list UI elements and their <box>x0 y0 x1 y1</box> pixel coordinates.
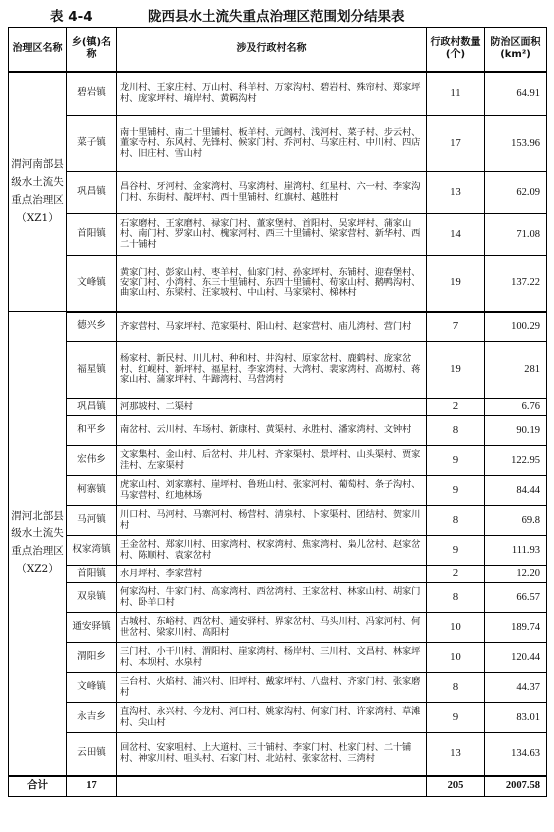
villages-cell: 龙川村、王家庄村、万山村、科羊村、万家沟村、碧岩村、殊帘村、郑家坪村、庞家坪村、墒岸村、黄羁沟村 <box>117 72 427 116</box>
table-row <box>9 536 547 566</box>
town-cell: 永吉乡 <box>67 703 117 733</box>
town-cell: 福星镇 <box>67 342 117 399</box>
area-cell: 71.08 <box>485 214 547 256</box>
table-row <box>9 703 547 733</box>
villages-cell: 回岔村、安家咀村、上大道村、三十铺村、李家门村、杜家门村、二十铺村、神家川村、咀头村、石家门村、北站村、张家岔村、三湾村 <box>117 733 427 776</box>
area-cell: 66.57 <box>485 583 547 613</box>
town-cell: 文峰镇 <box>67 673 117 703</box>
area-cell: 84.44 <box>485 476 547 506</box>
table-row <box>9 643 547 673</box>
village-count-cell: 13 <box>427 172 485 214</box>
header-count: 行政村数量(个) <box>427 28 485 72</box>
town-cell: 云田镇 <box>67 733 117 776</box>
village-count-cell: 19 <box>427 342 485 399</box>
table-row <box>9 476 547 506</box>
village-count-cell: 19 <box>427 256 485 312</box>
table-row <box>9 214 547 256</box>
town-cell: 宏伟乡 <box>67 446 117 476</box>
header-zone: 治理区名称 <box>9 28 67 72</box>
village-count-cell: 2 <box>427 566 485 583</box>
header-area: 防治区面积(km²) <box>485 28 547 72</box>
area-cell: 64.91 <box>485 72 547 116</box>
zone-name-cell: 渭河南部县级水土流失重点治理区（XZ1） <box>9 72 67 312</box>
header-town: 乡(镇)名称 <box>67 28 117 72</box>
area-cell: 134.63 <box>485 733 547 776</box>
villages-cell: 川口村、马河村、马寨河村、杨营村、清泉村、卜家渠村、团结村、贺家川村 <box>117 506 427 536</box>
area-cell: 281 <box>485 342 547 399</box>
table-title <box>0 0 554 26</box>
table-row <box>9 446 547 476</box>
villages-cell: 黄家门村、彭家山村、枣羊村、仙家门村、孙家坪村、东铺村、迎春堡村、安家门村、小湾村、东三十里铺村、东四十里铺村、荀家山村、鹅鸭沟村、曲家山村、东梁村、汪家坡村、中山村、马家梁村、梯林村 <box>117 256 427 312</box>
table-row <box>9 256 547 312</box>
total-area: 2007.58 <box>485 776 547 797</box>
area-cell: 153.96 <box>485 116 547 172</box>
town-cell: 菜子镇 <box>67 116 117 172</box>
total-label: 合计 <box>9 776 67 797</box>
village-count-cell: 8 <box>427 673 485 703</box>
area-cell: 137.22 <box>485 256 547 312</box>
village-count-cell: 8 <box>427 506 485 536</box>
villages-cell: 虎家山村、刘家寨村、崖坪村、鲁班山村、张家河村、葡萄村、条子沟村、马家营村、红地林场 <box>117 476 427 506</box>
town-cell: 权家湾镇 <box>67 536 117 566</box>
area-cell: 189.74 <box>485 613 547 643</box>
table-title-text: 陇西县水土流失重点治理区范围划分结果表 <box>148 9 405 25</box>
villages-cell: 昌谷村、牙河村、金家湾村、马家湾村、崖湾村、红星村、六一村、李家沟门村、东街村、靛坪村、西十里铺村、红旗村、越胜村 <box>117 172 427 214</box>
villages-cell: 杨家村、新民村、川儿村、种和村、井沟村、原家岔村、鹿鹤村、庞家岔村、红岘村、新坪村、福星村、李家湾村、大湾村、裴家湾村、高塬村、蒋家山村、蒲家坪村、牛蹄湾村、马营湾村 <box>117 342 427 399</box>
town-cell: 巩昌镇 <box>67 399 117 416</box>
total-count: 205 <box>427 776 485 797</box>
villages-cell: 王金岔村、郑家川村、田家湾村、权家湾村、焦家湾村、枭儿岔村、赵家岔村、陈顺村、袁家岔村 <box>117 536 427 566</box>
table-row <box>9 613 547 643</box>
table-row <box>9 583 547 613</box>
total-towns: 17 <box>67 776 117 797</box>
villages-cell: 南岔村、云川村、车场村、新康村、黄渠村、永胜村、潘家湾村、文钟村 <box>117 416 427 446</box>
village-count-cell: 2 <box>427 399 485 416</box>
zone-table <box>8 27 547 797</box>
villages-cell: 何家沟村、牛家门村、高家湾村、西岔湾村、王家岔村、林家山村、胡家门村、卧羊口村 <box>117 583 427 613</box>
area-cell: 83.01 <box>485 703 547 733</box>
area-cell: 44.37 <box>485 673 547 703</box>
table-row <box>9 172 547 214</box>
table-row <box>9 416 547 446</box>
town-cell: 柯寨镇 <box>67 476 117 506</box>
village-count-cell: 13 <box>427 733 485 776</box>
table-row <box>9 673 547 703</box>
town-cell: 文峰镇 <box>67 256 117 312</box>
villages-cell: 石家磨村、王家磨村、禄家门村、董家堡村、首阳村、吴家坪村、蒲家山村、南门村、罗家山村、槐家河村、西三十里铺村、梁家营村、新华村、西二十铺村 <box>117 214 427 256</box>
village-count-cell: 10 <box>427 643 485 673</box>
area-cell: 62.09 <box>485 172 547 214</box>
area-cell: 122.95 <box>485 446 547 476</box>
town-cell: 渭阳乡 <box>67 643 117 673</box>
town-cell: 和平乡 <box>67 416 117 446</box>
town-cell: 通安驿镇 <box>67 613 117 643</box>
village-count-cell: 8 <box>427 416 485 446</box>
villages-cell: 文家集村、金山村、后岔村、井儿村、齐家渠村、景坪村、山头渠村、贾家洼村、左家渠村 <box>117 446 427 476</box>
header-row <box>9 28 547 72</box>
area-cell: 100.29 <box>485 312 547 342</box>
villages-cell: 古城村、东峪村、西岔村、通安驿村、界家岔村、马头川村、冯家河村、何世岔村、梁家川村、高阳村 <box>117 613 427 643</box>
villages-cell: 三门村、小干川村、渭阳村、崖家湾村、杨岸村、三川村、文昌村、林家坪村、本坝村、水泉村 <box>117 643 427 673</box>
town-cell: 双泉镇 <box>67 583 117 613</box>
table-number: 表 4-4 <box>50 9 93 25</box>
table-row <box>9 116 547 172</box>
total-row <box>9 776 547 797</box>
village-count-cell: 11 <box>427 72 485 116</box>
area-cell: 6.76 <box>485 399 547 416</box>
village-count-cell: 17 <box>427 116 485 172</box>
area-cell: 120.44 <box>485 643 547 673</box>
table-row <box>9 312 547 342</box>
header-villages: 涉及行政村名称 <box>117 28 427 72</box>
town-cell: 巩昌镇 <box>67 172 117 214</box>
village-count-cell: 9 <box>427 476 485 506</box>
village-count-cell: 8 <box>427 583 485 613</box>
village-count-cell: 9 <box>427 536 485 566</box>
table-row <box>9 733 547 776</box>
zone-name-cell: 渭河北部县级水土流失重点治理区（XZ2） <box>9 312 67 776</box>
total-villages-blank <box>117 776 427 797</box>
villages-cell: 齐家营村、马家坪村、范家渠村、阳山村、赵家营村、庙儿湾村、营门村 <box>117 312 427 342</box>
villages-cell: 南十里铺村、南二十里铺村、板羊村、元阁村、浅河村、菜子村、步云村、董家寺村、东风村、先锋村、候家门村、乔河村、马家庄村、中川村、四店村、旧庄村、雪山村 <box>117 116 427 172</box>
table-row <box>9 342 547 399</box>
area-cell: 12.20 <box>485 566 547 583</box>
village-count-cell: 10 <box>427 613 485 643</box>
town-cell: 马河镇 <box>67 506 117 536</box>
villages-cell: 直沟村、永兴村、今龙村、河口村、姚家沟村、何家门村、许家湾村、草滩村、尖山村 <box>117 703 427 733</box>
town-cell: 德兴乡 <box>67 312 117 342</box>
villages-cell: 河那坡村、二渠村 <box>117 399 427 416</box>
town-cell: 首阳镇 <box>67 214 117 256</box>
area-cell: 111.93 <box>485 536 547 566</box>
table-row <box>9 72 547 116</box>
village-count-cell: 14 <box>427 214 485 256</box>
table-row <box>9 399 547 416</box>
table-row <box>9 506 547 536</box>
villages-cell: 水月坪村、李家营村 <box>117 566 427 583</box>
village-count-cell: 9 <box>427 446 485 476</box>
village-count-cell: 7 <box>427 312 485 342</box>
town-cell: 碧岩镇 <box>67 72 117 116</box>
village-count-cell: 9 <box>427 703 485 733</box>
table-row <box>9 566 547 583</box>
villages-cell: 三台村、火焰村、浦兴村、旧坪村、戴家坪村、八盘村、齐家门村、张家磨村 <box>117 673 427 703</box>
area-cell: 90.19 <box>485 416 547 446</box>
town-cell: 首阳镇 <box>67 566 117 583</box>
area-cell: 69.8 <box>485 506 547 536</box>
table-body <box>9 72 547 776</box>
